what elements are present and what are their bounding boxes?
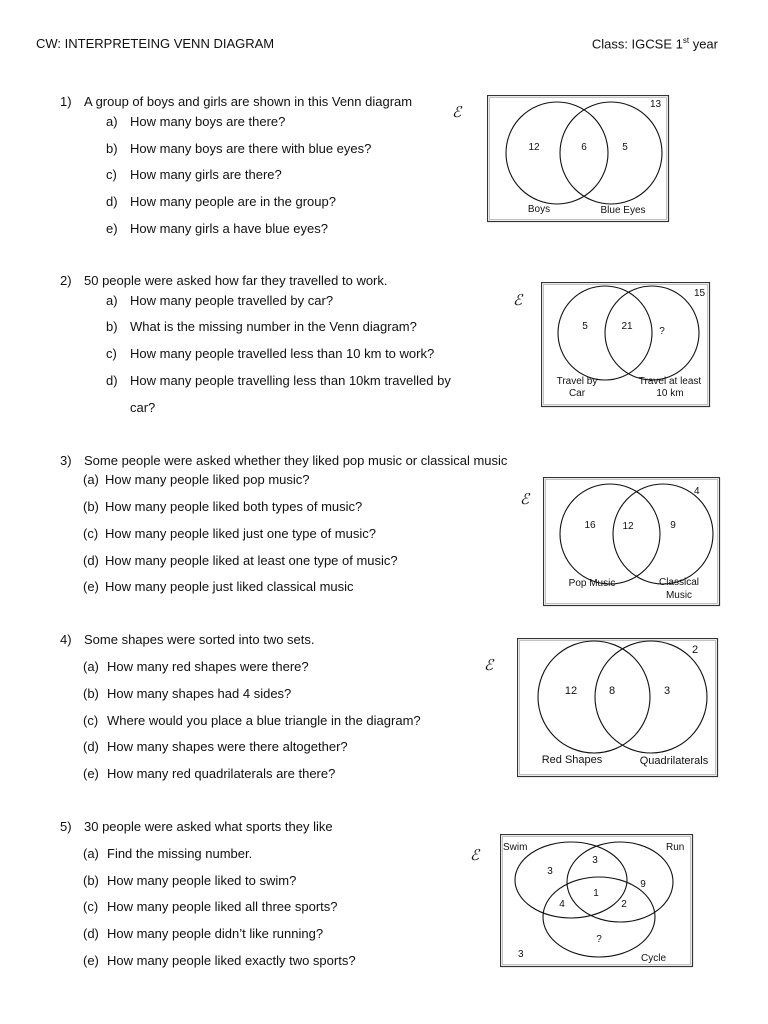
question-2-title: 2) 50 people were asked how far they travelled to work.	[60, 273, 388, 288]
right-only-value: 3	[663, 685, 671, 697]
question-4-part-a: (a) How many red shapes were there?	[83, 659, 309, 674]
right-only-value: ?	[659, 326, 665, 337]
question-5-title: 5) 30 people were asked what sports they like	[60, 819, 333, 834]
question-3-title: 3) Some people were asked whether they liked pop music or classical music	[60, 453, 508, 468]
venn-diagram-2	[541, 282, 711, 408]
set-circle-classical-music	[613, 484, 713, 584]
intersection-value: 6	[581, 142, 587, 153]
question-3-part-b: (b) How many people liked both types of music?	[83, 499, 363, 514]
class-label: Class: IGCSE 1st year	[591, 36, 718, 52]
set-label-classical-line2: Music	[665, 590, 693, 601]
set-label-car-line2: Car	[568, 388, 586, 399]
question-2-part-d: d) How many people travelling less than 10km travelled by	[106, 373, 451, 388]
swim-cycle-value: 4	[559, 899, 565, 910]
all-three-value: 1	[593, 888, 599, 899]
universal-set-symbol: ℰ	[470, 846, 480, 864]
question-1-title: 1) A group of boys and girls are shown in this Venn diagram	[60, 94, 413, 109]
worksheet-title: CW: INTERPRETEING VENN DIAGRAM	[36, 36, 275, 51]
set-label-blue-eyes: Blue Eyes	[600, 205, 646, 216]
set-circle-boys	[506, 102, 608, 204]
set-label-quadrilaterals: Quadrilaterals	[639, 755, 709, 767]
set-label-classical: Classical	[658, 577, 700, 588]
question-5-part-e: (e) How many people liked exactly two sports?	[83, 953, 356, 968]
set-circle-swim	[515, 842, 627, 918]
left-only-value: 5	[582, 321, 588, 332]
left-only-value: 12	[528, 142, 540, 153]
set-circle-red-shapes	[538, 641, 650, 753]
right-only-value: 9	[670, 520, 676, 531]
question-3-part-a: (a) How many people liked pop music?	[83, 472, 310, 487]
intersection-value: 8	[608, 685, 616, 697]
set-label-boys: Boys	[527, 204, 551, 215]
question-4-part-b: (b) How many shapes had 4 sides?	[83, 686, 292, 701]
question-2-part-b: b) What is the missing number in the Venn diagram?	[106, 319, 417, 334]
question-4-part-e: (e) How many red quadrilaterals are there?	[83, 766, 336, 781]
question-5-part-b: (b) How many people liked to swim?	[83, 873, 297, 888]
question-5-part-d: (d) How many people didn’t like running?	[83, 926, 324, 941]
question-1-part-e: e) How many girls a have blue eyes?	[106, 221, 328, 236]
question-1-part-d: d) How many people are in the group?	[106, 194, 336, 209]
universal-set-box	[542, 283, 710, 407]
intersection-value: 21	[621, 321, 633, 332]
set-label-10km: Travel at least	[638, 376, 702, 387]
swim-run-value: 3	[592, 855, 598, 866]
run-cycle-value: 2	[621, 899, 627, 910]
set-label-cycle: Cycle	[641, 953, 667, 964]
question-2-part-d-continued: car?	[130, 400, 156, 415]
question-1-part-b: b) How many boys are there with blue eyes?	[106, 141, 372, 156]
universal-set-symbol: ℰ	[520, 490, 530, 508]
universal-set-symbol: ℰ	[513, 291, 523, 309]
set-label-swim: Swim	[503, 842, 528, 853]
cycle-only-value: ?	[596, 934, 602, 945]
outside-value: 2	[692, 644, 699, 656]
venn-diagram-5	[500, 834, 694, 968]
question-3-part-c: (c) How many people liked just one type of music?	[83, 526, 376, 541]
set-circle-run	[567, 842, 673, 922]
set-label-10km-line2: 10 km	[656, 388, 684, 399]
intersection-value: 12	[622, 521, 634, 532]
left-only-value: 12	[564, 685, 578, 697]
set-label-car: Travel by	[556, 376, 598, 387]
set-circle-pop-music	[560, 484, 660, 584]
venn-diagram-3	[543, 477, 721, 607]
question-4-part-c: (c) Where would you place a blue triangle in the diagram?	[83, 713, 421, 728]
question-2-part-c: c) How many people travelled less than 10 km to work?	[106, 346, 435, 361]
question-4-part-d: (d) How many shapes were there altogether?	[83, 739, 348, 754]
question-3-part-e: (e) How many people just liked classical music	[83, 579, 354, 594]
right-only-value: 5	[622, 142, 628, 153]
universal-set-symbol: ℰ	[484, 656, 494, 674]
question-2-part-a: a) How many people travelled by car?	[106, 293, 334, 308]
venn-diagram-4	[517, 638, 719, 778]
question-1-part-a: a) How many boys are there?	[106, 114, 286, 129]
question-5-part-a: (a) Find the missing number.	[83, 846, 253, 861]
set-circle-quadrilaterals	[595, 641, 707, 753]
question-3-part-d: (d) How many people liked at least one type of music?	[83, 553, 398, 568]
left-only-value: 16	[584, 520, 596, 531]
set-label-run: Run	[666, 842, 685, 853]
outside-value: 13	[650, 99, 662, 110]
run-only-value: 9	[640, 879, 646, 890]
question-4-title: 4) Some shapes were sorted into two sets.	[60, 632, 315, 647]
outside-value: 15	[694, 288, 706, 299]
set-label-red-shapes: Red Shapes	[541, 754, 603, 766]
set-circle-blue-eyes	[560, 102, 662, 204]
set-label-pop-music: Pop Music	[568, 578, 616, 589]
question-1-part-c: c) How many girls are there?	[106, 167, 282, 182]
outside-value: 3	[518, 949, 524, 960]
venn-diagram-1	[487, 95, 670, 223]
outside-value: 4	[694, 486, 700, 497]
question-5-part-c: (c) How many people liked all three sports?	[83, 899, 338, 914]
universal-set-symbol: ℰ	[452, 103, 462, 121]
swim-only-value: 3	[547, 866, 553, 877]
